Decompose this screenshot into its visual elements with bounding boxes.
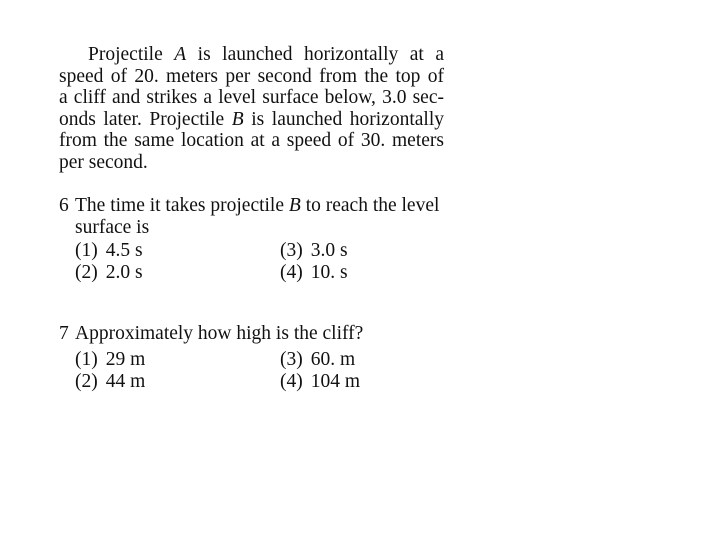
choice-3[interactable] bbox=[280, 240, 348, 262]
choice-text: 10. s bbox=[310, 262, 348, 283]
choice-text: 4.5 s bbox=[105, 240, 143, 261]
choice-4[interactable] bbox=[280, 371, 360, 393]
choice-number: (4) bbox=[280, 262, 303, 283]
question-6 bbox=[59, 195, 479, 286]
question-stem-continuation: surface is bbox=[75, 216, 150, 238]
choice-number: (1) bbox=[75, 240, 98, 261]
question-stem-text: The time it takes projectile B to reach the level bbox=[75, 195, 440, 216]
choice-2[interactable] bbox=[75, 262, 143, 284]
choice-1[interactable] bbox=[75, 240, 143, 262]
passage-line: a cliff and strikes a level surface below, 3.0 sec- bbox=[59, 87, 444, 108]
choice-4[interactable] bbox=[280, 262, 348, 284]
choice-number: (3) bbox=[280, 348, 303, 370]
choice-number: (2) bbox=[75, 262, 98, 283]
answer-choices bbox=[59, 349, 479, 395]
passage-line: from the same location at a speed of 30. meters bbox=[59, 130, 444, 151]
question-number: 6 bbox=[59, 195, 69, 216]
choice-text: 60. m bbox=[310, 348, 356, 370]
question-stem bbox=[59, 195, 479, 217]
choice-number: (4) bbox=[280, 370, 303, 392]
question-stem-text: Approximately how high is the cliff? bbox=[75, 323, 364, 344]
passage-line: per second. bbox=[59, 151, 148, 173]
choice-text: 104 m bbox=[310, 370, 361, 392]
question-7 bbox=[59, 323, 479, 395]
choice-3[interactable] bbox=[280, 349, 355, 371]
passage bbox=[59, 44, 444, 173]
choice-2[interactable] bbox=[75, 371, 145, 393]
choice-number: (2) bbox=[75, 370, 98, 392]
passage-line: speed of 20. meters per second from the top of bbox=[59, 65, 444, 87]
choice-text: 29 m bbox=[105, 348, 146, 370]
choice-text: 44 m bbox=[105, 370, 146, 392]
question-number: 7 bbox=[59, 323, 69, 344]
choice-number: (3) bbox=[280, 240, 303, 261]
passage-line: Projectile A is launched horizontally at a bbox=[88, 44, 444, 65]
question-stem bbox=[59, 323, 479, 345]
choice-text: 3.0 s bbox=[310, 240, 348, 261]
passage-line: onds later. Projectile B is launched horizontally bbox=[59, 108, 444, 130]
answer-choices bbox=[59, 240, 479, 286]
choice-1[interactable] bbox=[75, 349, 145, 371]
choice-number: (1) bbox=[75, 348, 98, 370]
choice-text: 2.0 s bbox=[105, 262, 143, 283]
